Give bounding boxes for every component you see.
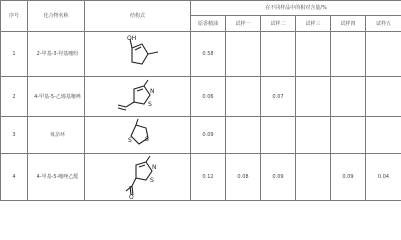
row-name: 4-甲基-5-噻唑乙醛: [28, 154, 85, 201]
row-value-sample-2: [261, 32, 296, 77]
row-value-sample-4: [331, 77, 366, 117]
row-structure: [85, 77, 191, 117]
row-value-sample-4: 0.09: [331, 154, 366, 201]
row-structure: [85, 154, 191, 201]
row-value-sample-2: 0.09: [261, 154, 296, 201]
header-col-sample-5: 试样五: [366, 16, 401, 32]
svg-text:O: O: [128, 194, 134, 199]
header-col-sample-3: 试样三: [296, 16, 331, 32]
svg-text:S: S: [147, 100, 152, 108]
header-row-group: [1, 1, 401, 16]
dithiolane-structure-icon: [108, 119, 168, 151]
row-value-sample-5: [366, 117, 401, 154]
header-col-original: 原香精油: [191, 16, 226, 32]
svg-text:N: N: [151, 164, 156, 171]
row-value-original: 0.09: [191, 117, 226, 154]
vinyl-thiazole-structure-icon: [108, 79, 168, 115]
table-row: [1, 77, 401, 117]
row-value-sample-3: [296, 32, 331, 77]
row-value-sample-1: [226, 117, 261, 154]
row-value-original: 0.12: [191, 154, 226, 201]
svg-text:S: S: [149, 177, 154, 184]
row-value-original: 0.06: [191, 77, 226, 117]
row-structure: [85, 117, 191, 154]
row-value-sample-1: [226, 77, 261, 117]
row-name: 氧杂环: [28, 117, 85, 154]
row-name: 4-甲基-5-乙烯基噻唑: [28, 77, 85, 117]
row-value-sample-1: [226, 32, 261, 77]
header-group-title: 在不同样品中的相对含量/%: [191, 1, 401, 16]
row-name: 2-甲基-3-羟基噻吩: [28, 32, 85, 77]
row-value-sample-4: [331, 117, 366, 154]
row-no: 3: [1, 117, 28, 154]
row-value-sample-2: [261, 117, 296, 154]
thiazole-aldehyde-structure-icon: [108, 155, 168, 199]
row-value-sample-3: [296, 77, 331, 117]
header-col-sample-2: 试样二: [261, 16, 296, 32]
row-value-sample-5: 0.04: [366, 154, 401, 201]
header-name: 化合物名称: [28, 1, 85, 32]
methyl-thiophene-structure-icon: [108, 34, 168, 74]
row-structure: [85, 32, 191, 77]
row-value-sample-5: [366, 32, 401, 77]
row-no: 2: [1, 77, 28, 117]
header-no: 序号: [1, 1, 28, 32]
row-no: 4: [1, 154, 28, 201]
table-row: [1, 117, 401, 154]
row-value-sample-3: [296, 154, 331, 201]
header-col-sample-4: 试样四: [331, 16, 366, 32]
row-value-sample-1: 0.08: [226, 154, 261, 201]
row-no: 1: [1, 32, 28, 77]
row-value-sample-5: [366, 77, 401, 117]
row-value-sample-3: [296, 117, 331, 154]
row-value-original: 0.58: [191, 32, 226, 77]
table-row: [1, 154, 401, 201]
header-col-sample-1: 试样一: [226, 16, 261, 32]
svg-text:S: S: [144, 136, 149, 143]
svg-text:OH: OH: [126, 35, 136, 42]
table-row: [1, 32, 401, 77]
svg-text:N: N: [149, 87, 154, 95]
row-value-sample-4: [331, 32, 366, 77]
row-value-sample-2: 0.07: [261, 77, 296, 117]
header-structure: 结构式: [85, 1, 191, 32]
svg-text:S: S: [127, 137, 132, 144]
